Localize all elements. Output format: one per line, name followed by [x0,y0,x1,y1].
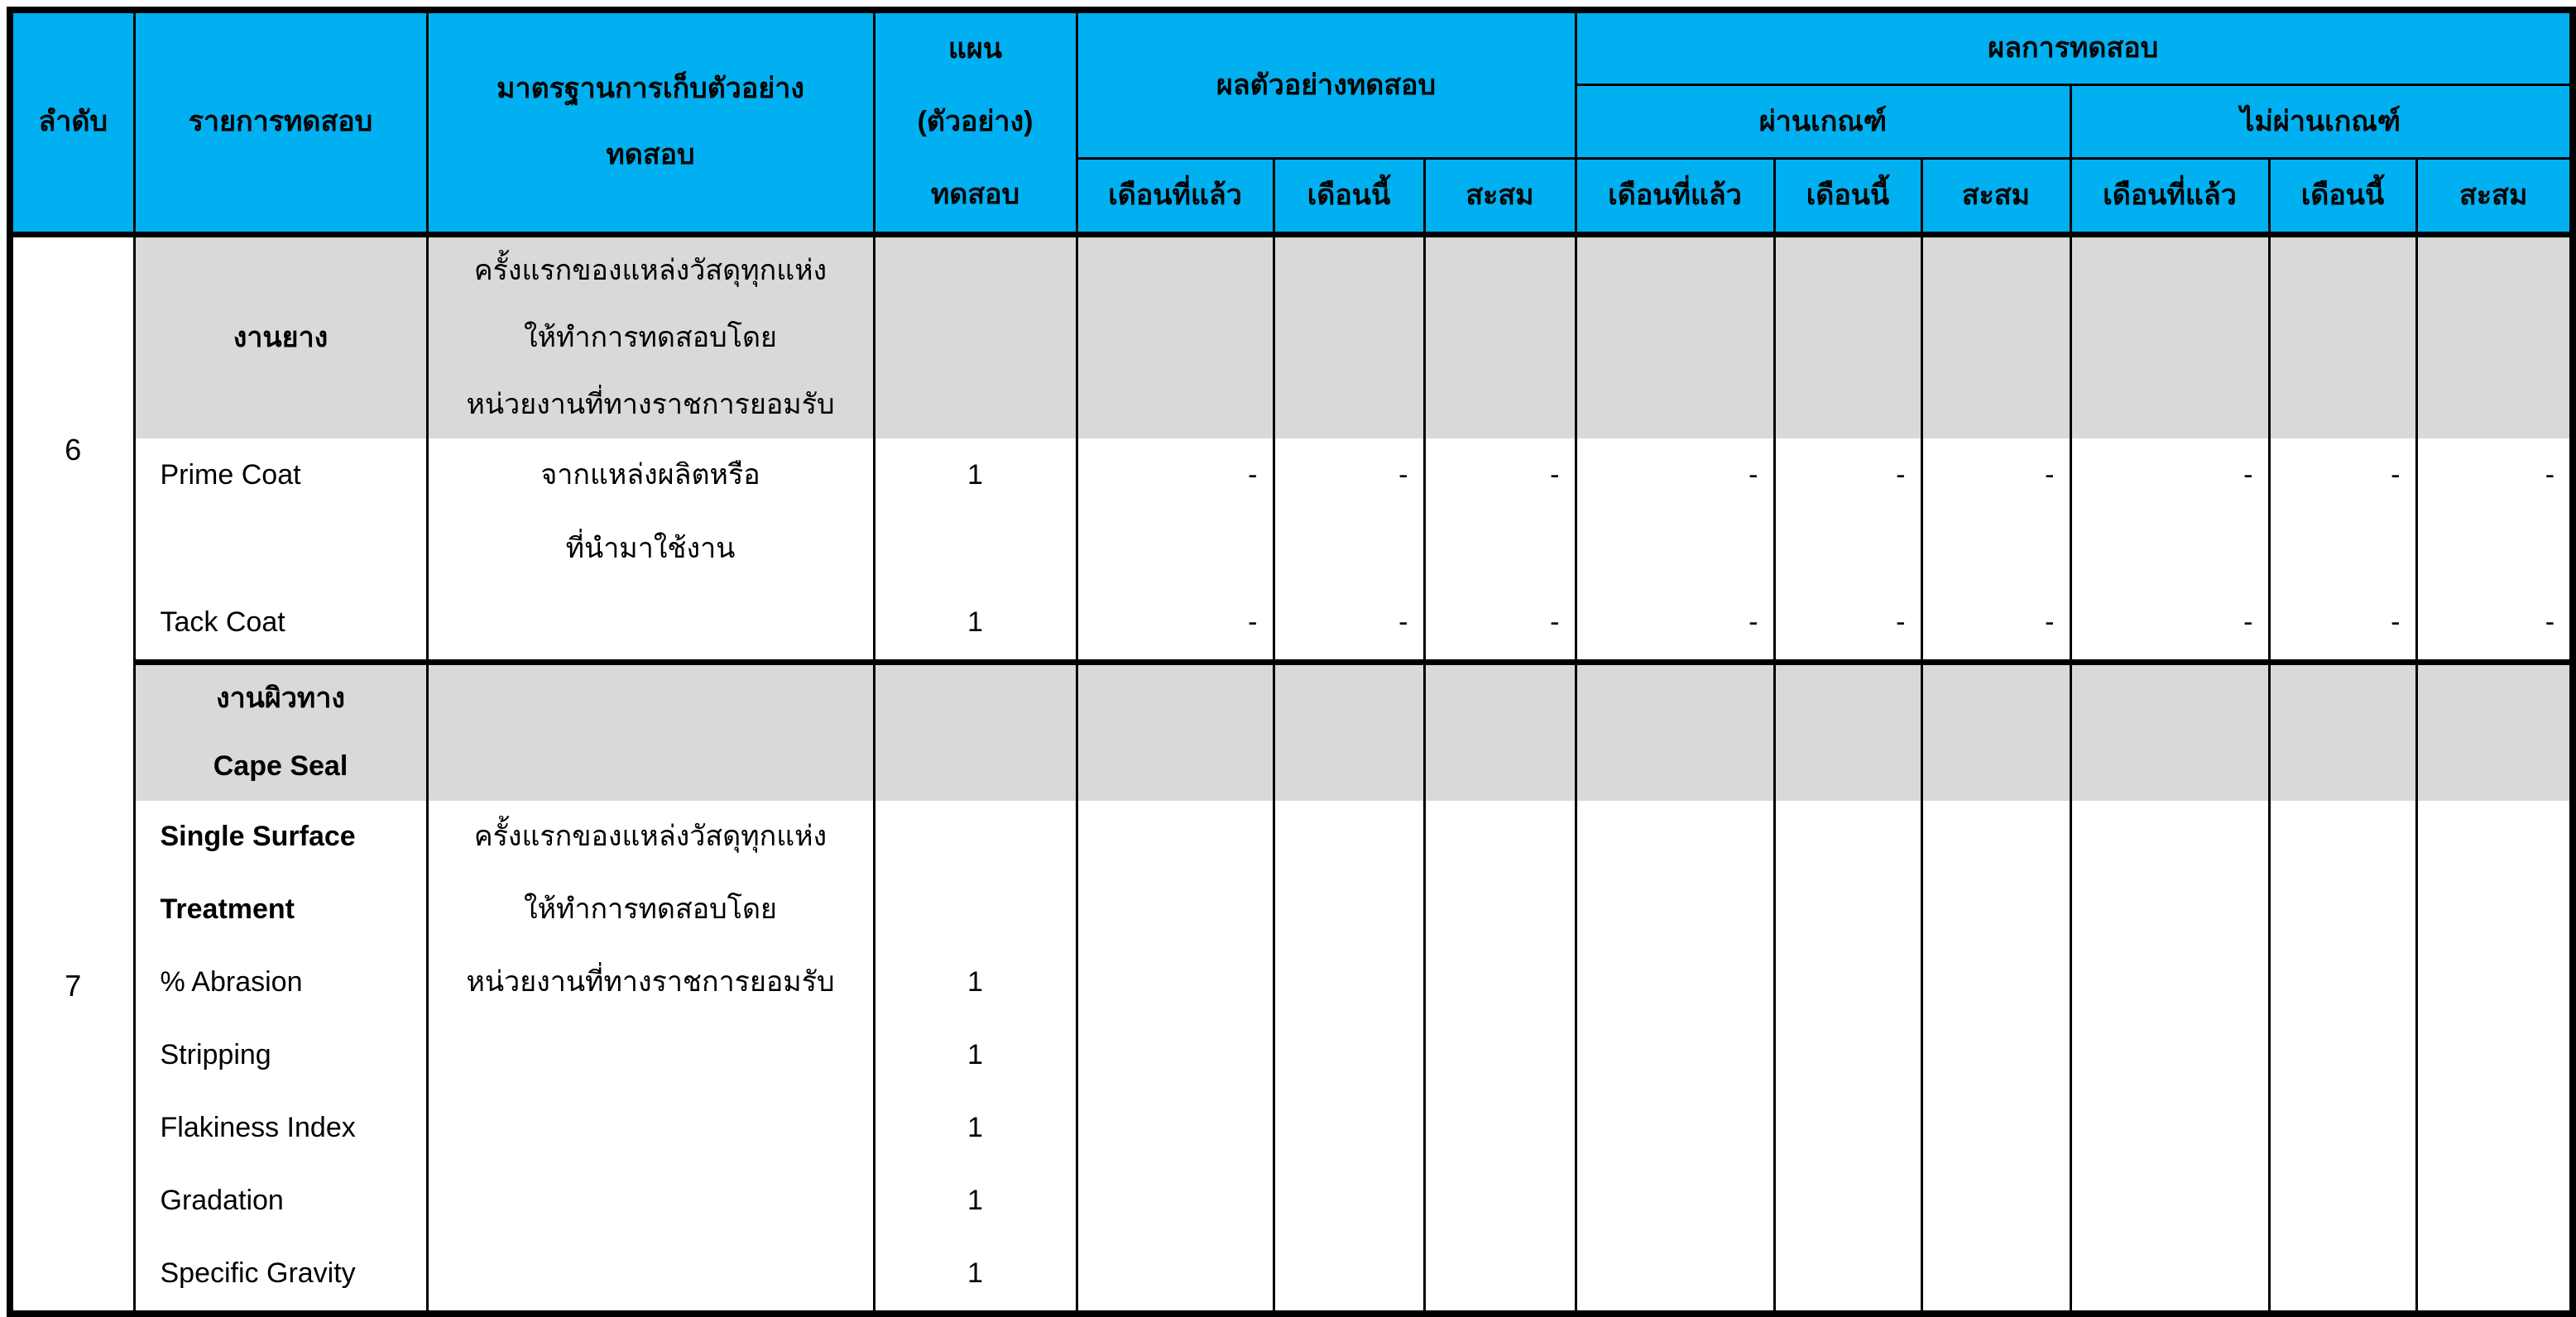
dash-value: - [2243,606,2253,638]
header-group-sample-results: ผลตัวอย่างทดสอบ [1077,10,1576,159]
header-sample-this-month: เดือนนี้ [1274,159,1424,235]
section6-items-cell [134,438,427,663]
header-test-item: รายการทดสอบ [134,10,427,235]
section7-plan-cell [874,801,1077,1314]
plan-value: 1 [967,1039,983,1071]
dash-value: - [2045,458,2055,491]
plan-value: 1 [967,606,983,638]
header-fail-this-month: เดือนนี้ [2269,159,2416,235]
dash-value: - [1896,606,1906,638]
header-group-pass: ผ่านเกณฑ์ [1576,85,2070,159]
item-gradation: Gradation [160,1185,284,1217]
standard-band-line2: ให้ทำการทดสอบโดย [524,321,777,353]
empty-band-cell [1424,663,1576,802]
section7-order: 7 [10,663,134,1315]
empty-band-cell [1077,663,1274,802]
empty-band-cell [1424,235,1576,439]
section6-group-title: งานยาง [233,321,329,353]
header-sample-last-month: เดือนที่แล้ว [1077,159,1274,235]
standard-band-line1: ครั้งแรกของแหล่งวัสดุทุกแห่ง [473,254,827,286]
empty-band-cell [427,663,874,802]
section6-fail-cumulative-cell [2416,438,2573,663]
dash-value: - [1550,606,1560,638]
empty-band-cell [2416,663,2573,802]
standard-line3: หน่วยงานที่ทางราชการยอมรับ [466,966,835,999]
section6-fail-this-month-cell [2269,438,2416,663]
plan-value: 1 [967,1257,983,1290]
standard-band-line3: หน่วยงานที่ทางราชการยอมรับ [466,388,835,420]
header-plan-line1: แผน [947,33,1003,65]
item-specific-gravity: Specific Gravity [160,1257,356,1290]
item-treatment: Treatment [160,893,295,926]
empty-band-cell [1921,663,2070,802]
header-plan-line3: ทดสอบ [930,179,1020,211]
section6-pass-this-month-cell [1774,438,1921,663]
empty-band-cell [1274,663,1424,802]
plan-value: 1 [967,458,983,491]
header-plan-line2: (ตัวอย่าง) [917,106,1034,138]
dash-value: - [1398,458,1408,491]
empty-band-cell [2070,663,2269,802]
plan-value: 1 [967,966,983,999]
dash-value: - [1749,458,1758,491]
section7-sample-cumulative-cell [1424,801,1576,1314]
header-plan [874,10,1077,235]
item-prime-coat: Prime Coat [160,458,301,491]
section6-sample-last-month-cell [1077,438,1274,663]
plan-value: 1 [967,1112,983,1144]
section6-sample-cumulative-cell [1424,438,1576,663]
section7-sample-last-month-cell [1077,801,1274,1314]
section7-standard-cell [427,801,874,1314]
item-abrasion: % Abrasion [160,966,303,999]
section6-plan-cell [874,438,1077,663]
empty-band-cell [1576,663,1774,802]
empty-band-cell [1774,235,1921,439]
section7-pass-cumulative-cell [1921,801,2070,1314]
dash-value: - [1749,606,1758,638]
dash-value: - [1550,458,1560,491]
section6-pass-last-month-cell [1576,438,1774,663]
dash-value: - [2045,606,2055,638]
header-fail-cumulative: สะสม [2416,159,2573,235]
test-report-table-wrap [7,7,2576,1317]
dash-value: - [1896,458,1906,491]
section7-pass-last-month-cell [1576,801,1774,1314]
section7-sample-this-month-cell [1274,801,1424,1314]
section7-pass-this-month-cell [1774,801,1921,1314]
item-single-surface: Single Surface [160,821,356,853]
dash-value: - [2545,606,2555,638]
section-6 [10,235,2573,663]
section6-standard-band-cell [427,235,874,439]
header-fail-last-month: เดือนที่แล้ว [2070,159,2269,235]
section6-group-title-cell [134,235,427,439]
section7-group-title-cell [134,663,427,802]
dash-value: - [2243,458,2253,491]
header-pass-last-month: เดือนที่แล้ว [1576,159,1774,235]
section6-order: 6 [10,235,134,663]
standard-line1: จากแหล่งผลิตหรือ [540,458,760,491]
dash-value: - [2391,606,2401,638]
dash-value: - [2391,458,2401,491]
header-group-test-results: ผลการทดสอบ [1576,10,2573,85]
empty-band-cell [1921,235,2070,439]
standard-line2: ที่นำมาใช้งาน [565,532,736,564]
table-header [10,10,2573,235]
header-standard [427,10,874,235]
empty-band-cell [1774,663,1921,802]
dash-value: - [1248,606,1258,638]
plan-value: 1 [967,1185,983,1217]
empty-band-cell [1077,235,1274,439]
item-stripping: Stripping [160,1039,271,1071]
empty-band-cell [2269,235,2416,439]
header-pass-cumulative: สะสม [1921,159,2070,235]
header-group-fail: ไม่ผ่านเกณฑ์ [2070,85,2573,159]
test-report-table [7,7,2576,1317]
section7-fail-cumulative-cell [2416,801,2573,1314]
empty-band-cell [2416,235,2573,439]
standard-line2: ให้ทำการทดสอบโดย [524,893,777,926]
dash-value: - [1398,606,1408,638]
item-flakiness-index: Flakiness Index [160,1112,356,1144]
section7-fail-this-month-cell [2269,801,2416,1314]
header-pass-this-month: เดือนนี้ [1774,159,1921,235]
section6-sample-this-month-cell [1274,438,1424,663]
item-tack-coat: Tack Coat [160,606,285,638]
standard-line1: ครั้งแรกของแหล่งวัสดุทุกแห่ง [473,821,827,853]
header-order: ลำดับ [10,10,134,235]
empty-band-cell [2070,235,2269,439]
dash-value: - [1248,458,1258,491]
header-standard-line1: มาตรฐานการเก็บตัวอย่าง [496,73,804,105]
section6-fail-last-month-cell [2070,438,2269,663]
dash-value: - [2545,458,2555,491]
section6-pass-cumulative-cell [1921,438,2070,663]
empty-band-cell [874,663,1077,802]
section7-items-cell [134,801,427,1314]
section7-fail-last-month-cell [2070,801,2269,1314]
section7-group-title-line1: งานผิวทาง [215,682,346,715]
header-sample-cumulative: สะสม [1424,159,1576,235]
header-standard-line2: ทดสอบ [606,139,695,171]
empty-band-cell [874,235,1077,439]
empty-band-cell [1274,235,1424,439]
empty-band-cell [2269,663,2416,802]
section6-standard-cell [427,438,874,663]
empty-band-cell [1576,235,1774,439]
section7-group-title-line2: Cape Seal [213,750,348,783]
section-7 [10,663,2573,1315]
